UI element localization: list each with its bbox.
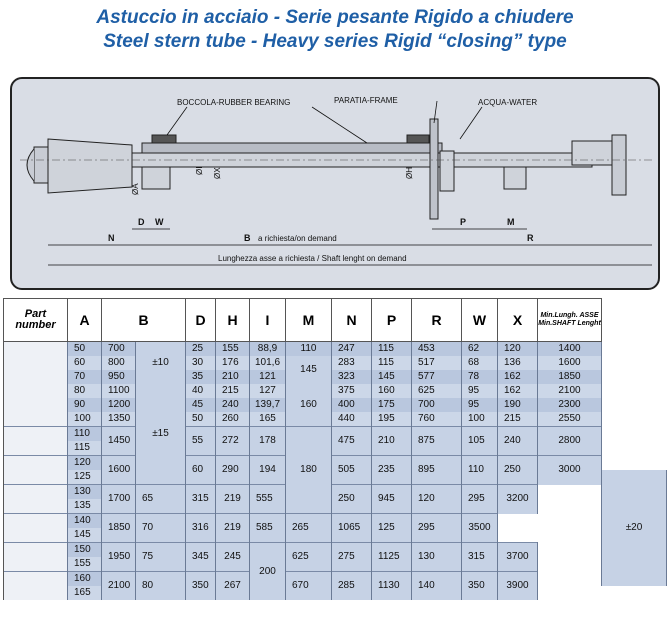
cell-r: 895: [412, 456, 462, 485]
cell-min-length: 3000: [538, 456, 602, 485]
propeller-hub-icon: [48, 139, 132, 193]
cell-r: 453: [412, 342, 462, 357]
cell-r: 760: [412, 412, 462, 427]
cell-h: 240: [216, 398, 250, 412]
cell-b: 950: [102, 370, 136, 384]
label-shaft-length: Lunghezza asse a richiesta / Shaft lenght on demand: [218, 254, 407, 263]
cell-d: 35: [186, 370, 216, 384]
cell-i: 245: [216, 543, 250, 572]
cell-b-tolerance: ±15: [136, 384, 186, 485]
label-bearing: BOCCOLA-RUBBER BEARING: [177, 98, 291, 107]
dimensions-table: [3, 298, 667, 600]
cell-a: 155: [68, 557, 102, 572]
cell-min-length: 2550: [538, 412, 602, 427]
cell-a: 130: [68, 485, 102, 500]
cell-a: 110: [68, 427, 102, 442]
cell-i: 178: [250, 427, 286, 456]
cell-i: 165: [250, 412, 286, 427]
cell-r: 1130: [372, 572, 412, 601]
header-i: I: [250, 299, 286, 342]
cell-w: 78: [462, 370, 498, 384]
table-row: [4, 398, 667, 412]
cell-a: 160: [68, 572, 102, 587]
cell-n: 505: [332, 456, 372, 485]
frame-icon: [430, 119, 438, 219]
cell-b: 1950: [102, 543, 136, 572]
table-row: [4, 514, 667, 529]
cell-min-length: 3500: [462, 514, 498, 543]
cell-n: 475: [332, 427, 372, 456]
cell-h: 272: [216, 427, 250, 456]
cell-b-tolerance: ±20: [602, 470, 667, 586]
header-p: P: [372, 299, 412, 342]
cell-i: 127: [250, 384, 286, 398]
cell-p: 115: [372, 356, 412, 370]
cell-h: 210: [216, 370, 250, 384]
cell-h: 350: [186, 572, 216, 601]
cell-h: 176: [216, 356, 250, 370]
coupling-icon: [612, 135, 626, 195]
cell-d: 80: [136, 572, 186, 601]
cell-i: 219: [216, 485, 250, 514]
header-a: A: [68, 299, 102, 342]
cell-i: 88,9: [250, 342, 286, 357]
cell-h: 315: [186, 485, 216, 514]
cell-i: 139,7: [250, 398, 286, 412]
cell-m: 180: [286, 427, 332, 514]
cell-x: 136: [498, 356, 538, 370]
table-row: [4, 356, 667, 370]
table-row: [4, 412, 667, 427]
cell-p: 275: [332, 543, 372, 572]
stern-tube-drawing: [10, 77, 660, 290]
cell-min-length: 2300: [538, 398, 602, 412]
cell-d: 50: [186, 412, 216, 427]
table-row: [4, 370, 667, 384]
cell-m: 200: [250, 543, 286, 601]
cell-x: 120: [498, 342, 538, 357]
cell-a: 135: [68, 499, 102, 514]
cell-min-length: 1850: [538, 370, 602, 384]
cell-x: 162: [498, 370, 538, 384]
cell-b: 1100: [102, 384, 136, 398]
cell-r: 875: [412, 427, 462, 456]
stern-tube-icon: [142, 143, 442, 153]
cell-b: 2100: [102, 572, 136, 601]
cell-r: 577: [412, 370, 462, 384]
cell-w: 130: [412, 543, 462, 572]
cell-d: 75: [136, 543, 186, 572]
header-m: M: [286, 299, 332, 342]
cell-b: 1600: [102, 456, 136, 485]
cell-i: 101,6: [250, 356, 286, 370]
cell-p: 115: [372, 342, 412, 357]
cell-d: 65: [136, 485, 186, 514]
cell-a: 125: [68, 470, 102, 485]
cell-min-length: 1600: [538, 356, 602, 370]
cell-p: 250: [332, 485, 372, 514]
title-english: Steel stern tube - Heavy series Rigid “closing” type: [103, 31, 567, 52]
cell-h: 260: [216, 412, 250, 427]
label-dim-r: R: [527, 233, 534, 243]
table-row: [4, 572, 667, 587]
table-row: [4, 543, 667, 558]
cell-b-tolerance: ±10: [136, 342, 186, 385]
cell-n: 400: [332, 398, 372, 412]
header-min-length: Min.Lungh. ASSE Min.SHAFT Lenght: [538, 299, 602, 342]
cell-m: 160: [286, 384, 332, 427]
cell-x: 215: [498, 412, 538, 427]
label-dim-w: W: [155, 217, 164, 227]
cell-n: 625: [286, 543, 332, 572]
cell-x: 295: [412, 514, 462, 543]
cell-min-length: 2800: [538, 427, 602, 456]
cell-min-length: 3700: [498, 543, 538, 572]
table-row: [4, 427, 667, 442]
cell-n: 323: [332, 370, 372, 384]
header-d: D: [186, 299, 216, 342]
cell-p: 145: [372, 370, 412, 384]
cell-w: 110: [462, 456, 498, 485]
cell-n: 555: [250, 485, 286, 514]
label-dim-p: P: [460, 217, 467, 227]
label-frame: PARATIA-FRAME: [334, 96, 398, 105]
cell-p: 235: [372, 456, 412, 485]
header-w: W: [462, 299, 498, 342]
header-r: R: [412, 299, 462, 342]
label-dim-n: N: [108, 233, 115, 243]
cell-a: 115: [68, 441, 102, 456]
table-row: [4, 384, 667, 398]
cell-h: 155: [216, 342, 250, 357]
cell-m: 110: [286, 342, 332, 357]
cell-d: 45: [186, 398, 216, 412]
header-n: N: [332, 299, 372, 342]
cell-r: 517: [412, 356, 462, 370]
cell-w: 62: [462, 342, 498, 357]
nut-icon: [34, 147, 48, 183]
title-italian: Astuccio in acciaio - Serie pesante Rigido a chiudere: [96, 7, 574, 28]
header-part-number: Part number: [4, 299, 68, 342]
cell-i: 121: [250, 370, 286, 384]
cell-n: 440: [332, 412, 372, 427]
cell-a: 145: [68, 528, 102, 543]
cell-x: 162: [498, 384, 538, 398]
cell-b: 800: [102, 356, 136, 370]
header-b: B: [102, 299, 186, 342]
table-row: [4, 456, 667, 471]
cell-r: 1065: [332, 514, 372, 543]
cell-n: 375: [332, 384, 372, 398]
label-dim-b-prefix: B: [244, 233, 251, 243]
cell-r: 700: [412, 398, 462, 412]
cell-b: 700: [102, 342, 136, 357]
label-dia-x: ØX: [213, 167, 222, 179]
cell-x: 295: [462, 485, 498, 514]
cell-p: 265: [286, 514, 332, 543]
cell-n: 585: [250, 514, 286, 543]
cell-i: 194: [250, 456, 286, 485]
cell-n: 283: [332, 356, 372, 370]
cell-w: 68: [462, 356, 498, 370]
cell-i: 219: [216, 514, 250, 543]
label-dia-i: ØI: [195, 166, 204, 175]
cell-x: 250: [498, 456, 538, 485]
cell-x: 240: [498, 427, 538, 456]
cell-d: 40: [186, 384, 216, 398]
cell-w: 105: [462, 427, 498, 456]
cell-a: 60: [68, 356, 102, 370]
cell-min-length: 3900: [498, 572, 538, 601]
cell-b: 1350: [102, 412, 136, 427]
cell-w: 125: [372, 514, 412, 543]
cell-min-length: 1400: [538, 342, 602, 357]
cell-r: 625: [412, 384, 462, 398]
cell-p: 175: [372, 398, 412, 412]
label-water: ACQUA-WATER: [478, 98, 538, 107]
cell-h: 215: [216, 384, 250, 398]
cell-h: 290: [216, 456, 250, 485]
cell-n: 670: [286, 572, 332, 601]
cell-w: 95: [462, 398, 498, 412]
cell-w: 120: [412, 485, 462, 514]
cell-m: 145: [286, 356, 332, 384]
cell-a: 150: [68, 543, 102, 558]
cell-a: 90: [68, 398, 102, 412]
cell-b: 1850: [102, 514, 136, 543]
cell-x: 190: [498, 398, 538, 412]
cell-b: 1700: [102, 485, 136, 514]
cell-d: 70: [136, 514, 186, 543]
cell-x: 315: [462, 543, 498, 572]
cell-a: 80: [68, 384, 102, 398]
cell-a: 140: [68, 514, 102, 529]
cell-min-length: 3200: [498, 485, 538, 514]
header-x: X: [498, 299, 538, 342]
cell-a: 165: [68, 586, 102, 600]
cell-r: 945: [372, 485, 412, 514]
cell-w: 95: [462, 384, 498, 398]
cell-p: 160: [372, 384, 412, 398]
label-dim-m: M: [507, 217, 515, 227]
cell-n: 247: [332, 342, 372, 357]
cell-r: 1125: [372, 543, 412, 572]
cell-p: 210: [372, 427, 412, 456]
cell-d: 25: [186, 342, 216, 357]
cell-h: 345: [186, 543, 216, 572]
cell-w: 100: [462, 412, 498, 427]
cell-p: 285: [332, 572, 372, 601]
cell-a: 120: [68, 456, 102, 471]
label-dia-h: ØH: [405, 167, 414, 179]
cell-min-length: 2100: [538, 384, 602, 398]
cell-w: 140: [412, 572, 462, 601]
cell-a: 100: [68, 412, 102, 427]
cell-i: 267: [216, 572, 250, 601]
label-dim-b: a richiesta/on demand: [258, 234, 337, 243]
cell-d: 30: [186, 356, 216, 370]
label-dim-d: D: [138, 217, 145, 227]
cell-a: 70: [68, 370, 102, 384]
table-row: [4, 342, 667, 357]
cell-d: 60: [186, 456, 216, 485]
cell-a: 50: [68, 342, 102, 357]
table-row: [4, 485, 667, 500]
cell-x: 350: [462, 572, 498, 601]
cell-d: 55: [186, 427, 216, 456]
cell-b: 1450: [102, 427, 136, 456]
cell-h: 316: [186, 514, 216, 543]
cell-p: 195: [372, 412, 412, 427]
cell-b: 1200: [102, 398, 136, 412]
header-h: H: [216, 299, 250, 342]
label-dia-a: ØA: [131, 183, 140, 195]
